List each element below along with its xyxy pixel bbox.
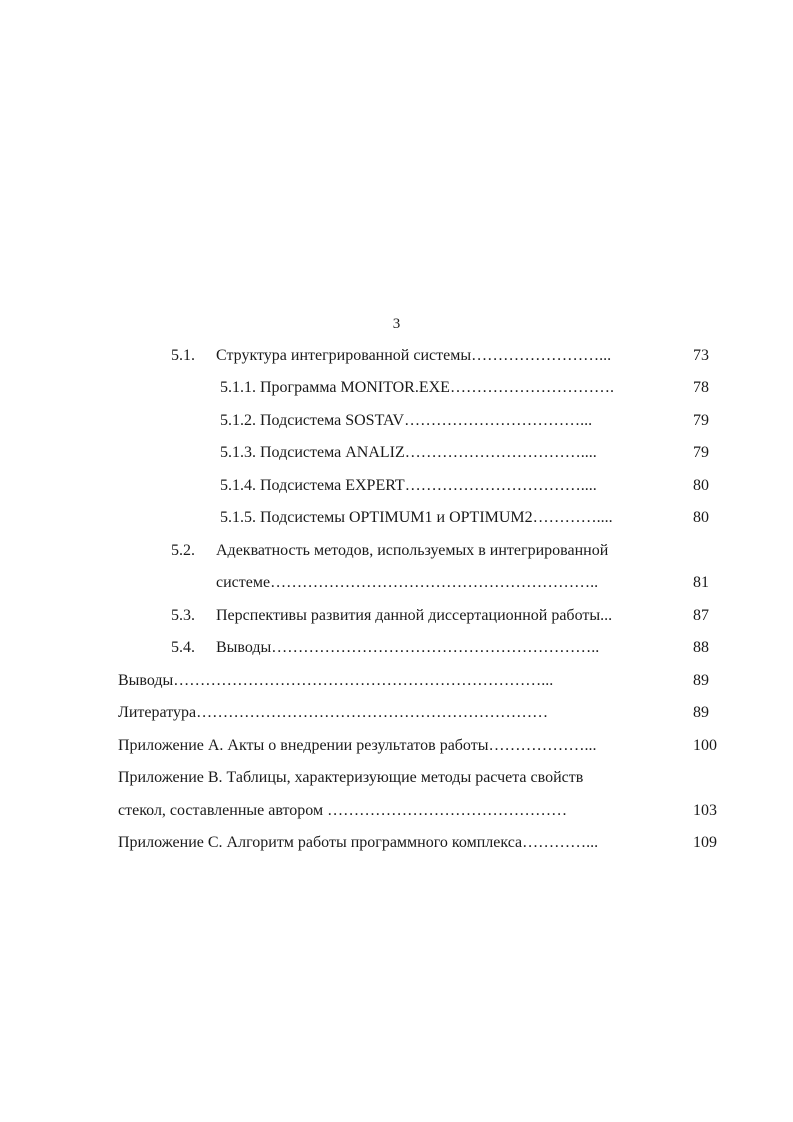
toc-entry-text: стекол, составленные автором ……………………………………… (118, 802, 568, 819)
toc-page-ref: 73 (693, 347, 709, 364)
toc-entry-text: Структура интегрированной системы……………………... (216, 347, 612, 364)
toc-number: 5.4. (171, 639, 195, 656)
toc-entry-text: Выводы…………………………………………………….. (216, 639, 600, 656)
toc-page-ref: 78 (693, 379, 709, 396)
toc-entry-text: Перспективы развития данной диссертационной работы... (216, 607, 613, 624)
toc-page-ref: 100 (693, 737, 717, 754)
toc-entry-text: 5.1.4. Подсистема EXPERT…………………………….... (220, 477, 597, 494)
toc-page-ref: 88 (693, 639, 709, 656)
toc-entry-text: Приложение С. Алгоритм работы программного комплекса…………... (118, 834, 599, 851)
toc-entry-text: Адекватность методов, используемых в интегрированной (216, 542, 609, 559)
toc-number: 5.1. (171, 347, 195, 364)
toc-entry-text: 5.1.3. Подсистема ANALIZ…………………………….... (220, 444, 597, 461)
toc-entry-text: 5.1.5. Подсистемы OPTIMUM1 и OPTIMUM2………….... (220, 509, 613, 526)
page-number: 3 (392, 316, 401, 332)
toc-number: 5.3. (171, 607, 195, 624)
toc-page-ref: 109 (693, 834, 717, 851)
toc-page-ref: 89 (693, 672, 709, 689)
toc-entry-text: системе…………………………………………………….. (216, 574, 599, 591)
toc-entry-text: Литература………………………………………………………… (118, 704, 549, 721)
toc-page-ref: 80 (693, 509, 709, 526)
toc-page-ref: 80 (693, 477, 709, 494)
toc-entry-text: 5.1.2. Подсистема SOSTAV……………………………... (220, 412, 593, 429)
toc-number: 5.2. (171, 542, 195, 559)
toc-page-ref: 79 (693, 444, 709, 461)
toc-page-ref: 103 (693, 802, 717, 819)
toc-entry-text: Выводы……………………………………………………………... (118, 672, 554, 689)
toc-page-ref: 89 (693, 704, 709, 721)
toc-page-ref: 87 (693, 607, 709, 624)
toc-entry-text: 5.1.1. Программа MONITOR.EXE…………………………. (220, 379, 614, 396)
toc-page-ref: 79 (693, 412, 709, 429)
toc-page-ref: 81 (693, 574, 709, 591)
toc-entry-text: Приложение А. Акты о внедрении результатов работы………………... (118, 737, 597, 754)
toc-entry-text: Приложение В. Таблицы, характеризующие методы расчета свойств (118, 769, 584, 786)
